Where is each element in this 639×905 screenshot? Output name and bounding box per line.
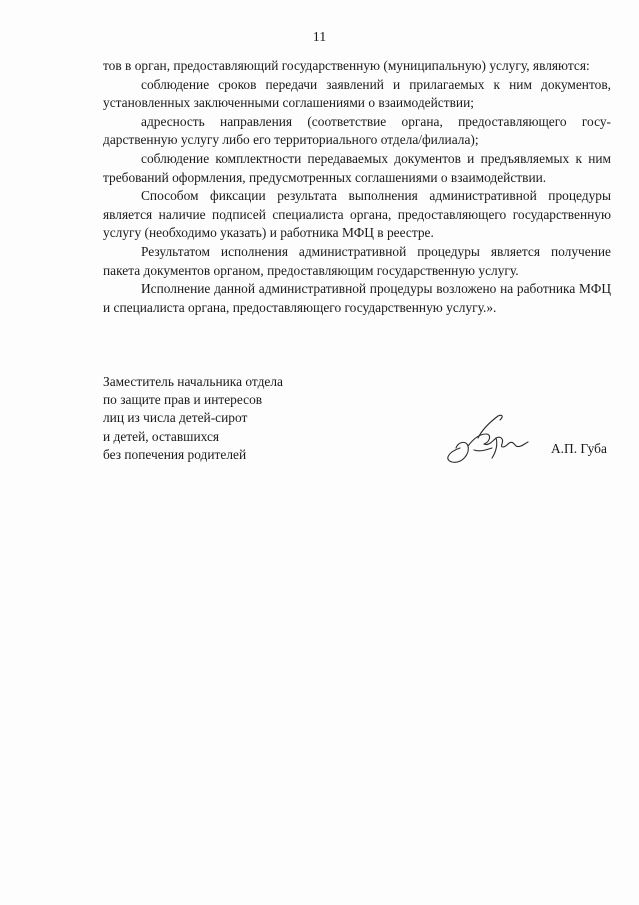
position-line: без попечения родителей <box>103 446 247 462</box>
body-text <box>103 57 611 317</box>
paragraph: Результатом исполнения административной процедуры является получение пакета документов органом, предоставляющим государственную услугу. <box>103 243 611 278</box>
paragraph: соблюдение сроков передачи заявлений и прилагаемых к ним документов, установленных заключенными соглашениями о взаимодействии; <box>103 76 611 111</box>
paragraph: Исполнение данной административной процедуры возложено на работника МФЦ и специалиста органа, предоставляющего государственную услугу.». <box>103 281 611 315</box>
signatory-position <box>103 373 363 464</box>
paragraph: тов в орган, предоставляющий государственную (муниципальную) услугу, являются: <box>103 58 590 73</box>
paragraph: Способом фиксации результата выполнения административной процедуры является наличие подписей специалиста органа, предоставляющего государственную услугу (необходимо указать) и работника МФЦ в реестре. <box>103 188 611 241</box>
position-line: лиц из числа детей-сирот <box>103 410 248 426</box>
position-line: и детей, оставшихся <box>103 428 220 444</box>
handwritten-signature <box>440 408 532 468</box>
paragraph: соблюдение комплектности передаваемых документов и предъявляемых к ним требований оформления, предусмотренных соглашениями о взаимодействии. <box>103 150 611 185</box>
paragraph: адресность направления (соответствие органа, предоставляющего государственную услугу либо его территориального отдела/филиала); <box>103 113 611 148</box>
position-line: Заместитель начальника отдела <box>103 374 283 389</box>
page-number: 11 <box>312 30 327 45</box>
signer-name: А.П. Губа <box>551 441 607 456</box>
position-line: по защите прав и интересов <box>103 392 263 408</box>
